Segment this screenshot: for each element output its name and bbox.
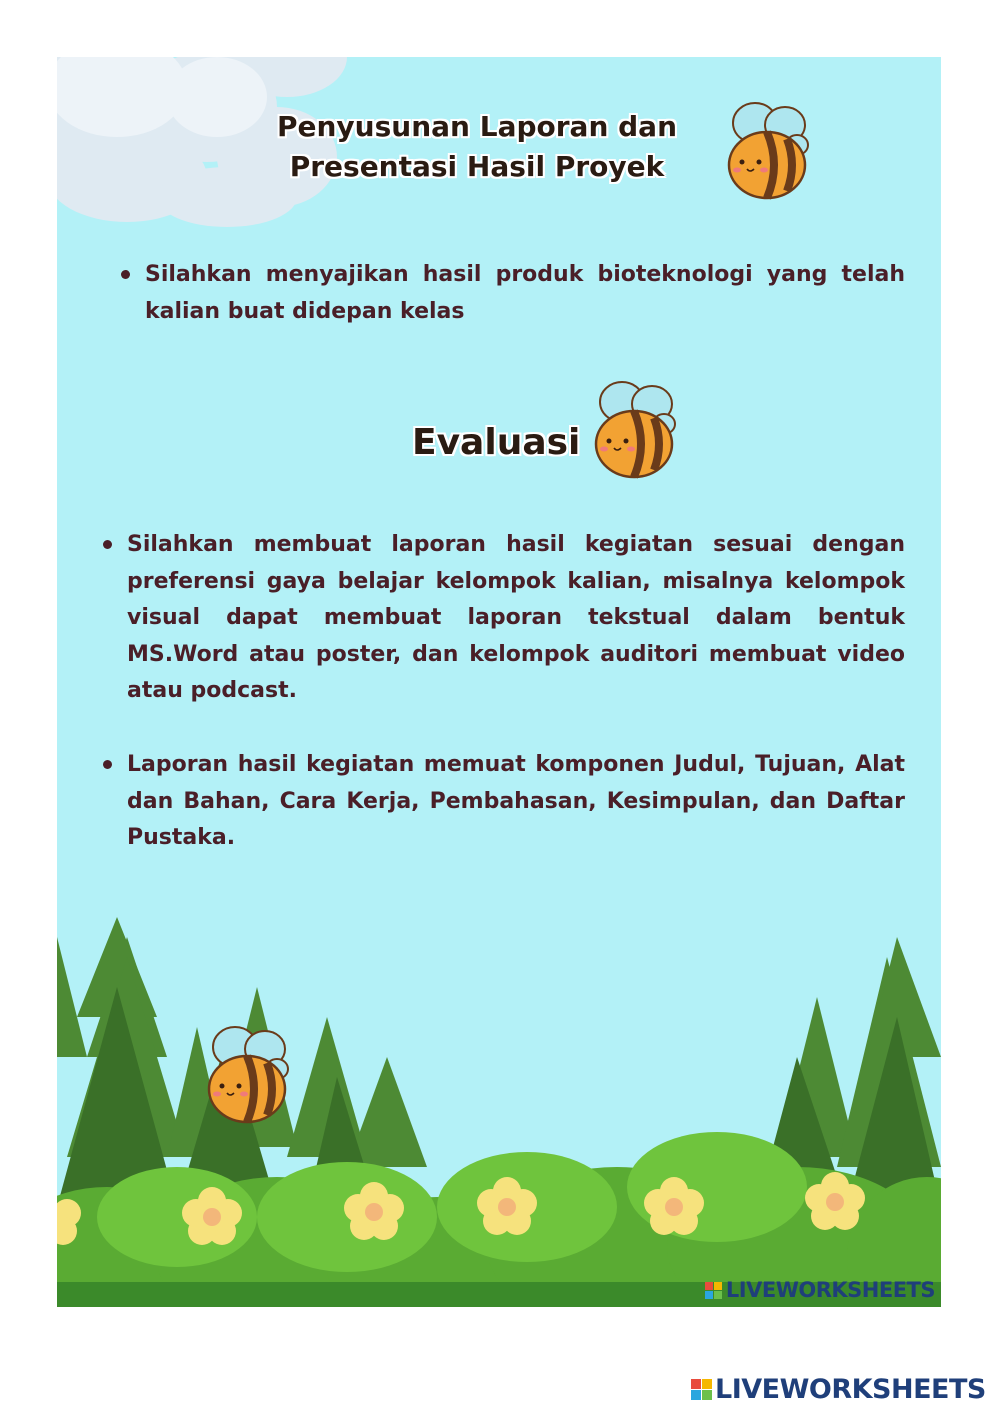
title-line-2: Presentasi Hasil Proyek <box>289 150 665 183</box>
liveworksheets-logo-text: LIVEWORKSHEETS <box>725 1278 935 1302</box>
bee-icon <box>729 103 808 198</box>
evaluasi-bullet <box>127 747 905 857</box>
page-title <box>237 107 717 187</box>
worksheet-page <box>57 57 941 1307</box>
bullet-icon <box>103 540 112 549</box>
bee-icon <box>596 382 675 477</box>
bee-icon <box>209 1027 288 1122</box>
evaluasi-bullet <box>127 527 905 710</box>
bullet-icon <box>103 760 112 769</box>
intro-bullet-text: Silahkan menyajikan hasil produk bioteknologi yang telah kalian buat didepan kelas <box>145 262 905 324</box>
footer-logo-text: LIVEWORKSHEETS <box>715 1374 986 1405</box>
evaluasi-heading: Evaluasi <box>412 422 581 463</box>
liveworksheets-logo-icon <box>705 1281 723 1299</box>
footer-liveworksheets-logo <box>690 1374 986 1405</box>
evaluasi-bullet-text: Silahkan membuat laporan hasil kegiatan sesuai dengan preferensi gaya belajar kelompok kalian, misalnya kelompok visual dapat membuat laporan tekstual dalam bentuk MS.Word atau poster, dan kelompok auditori membuat video atau podcast. <box>127 532 905 703</box>
intro-bullet <box>145 257 905 330</box>
evaluasi-bullet-text: Laporan hasil kegiatan memuat komponen Judul, Tujuan, Alat dan Bahan, Cara Kerja, Pembahasan, Kesimpulan, dan Daftar Pustaka. <box>127 752 905 850</box>
title-line-1: Penyusunan Laporan dan <box>276 110 677 143</box>
liveworksheets-logo <box>705 1278 935 1302</box>
bullet-icon <box>121 270 130 279</box>
liveworksheets-logo-icon <box>690 1379 712 1401</box>
